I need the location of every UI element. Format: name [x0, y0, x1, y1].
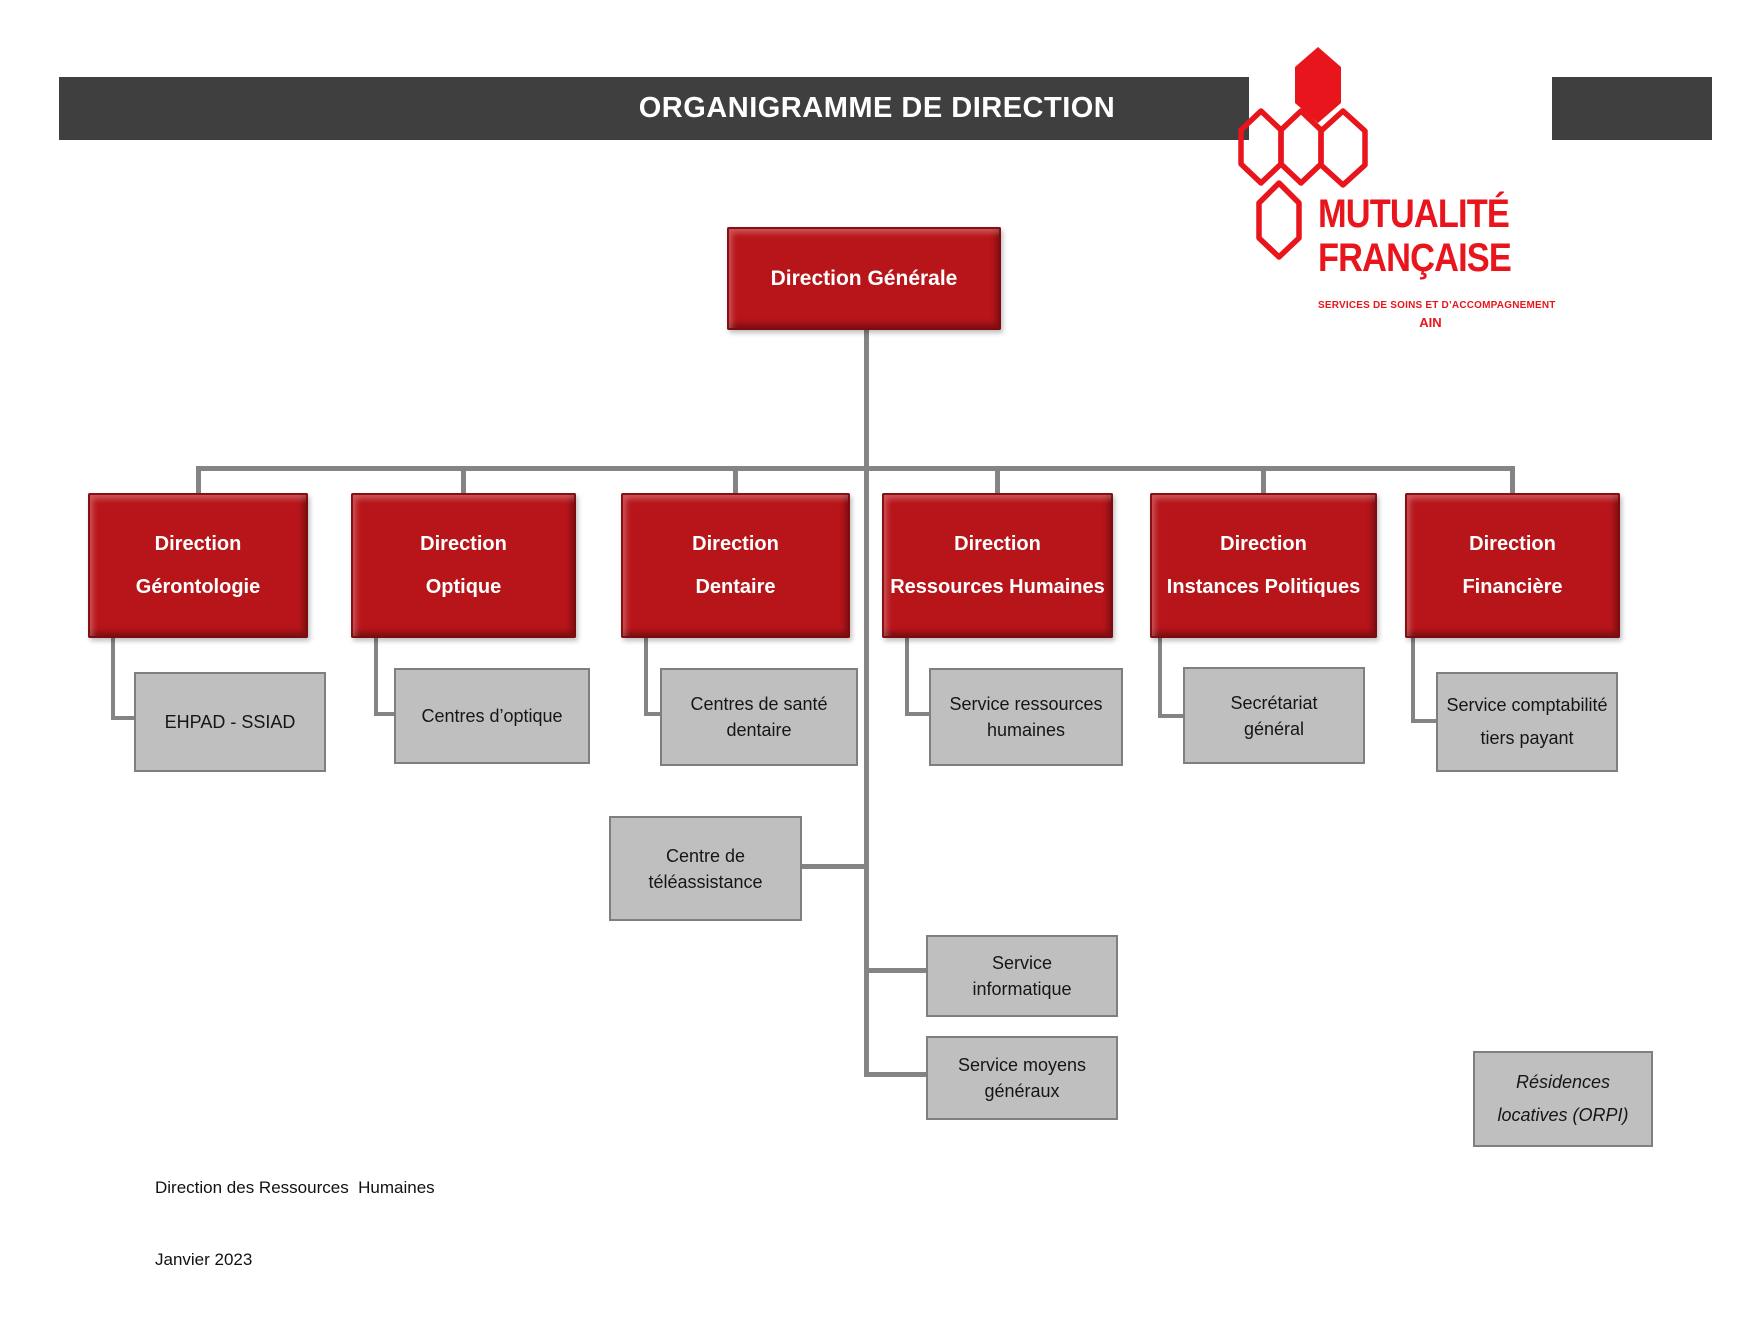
- connector-line: [802, 864, 864, 869]
- box-label-line: humaines: [986, 720, 1066, 740]
- box-label-line: Centres de santé: [690, 694, 828, 714]
- box-centres-optique: [394, 668, 590, 764]
- box-label-line: général: [1243, 718, 1305, 739]
- connector-line: [196, 466, 201, 493]
- box-label-line: Direction: [1220, 532, 1307, 555]
- box-label-line: informatique: [972, 979, 1072, 999]
- box-label-line: Direction: [420, 532, 507, 555]
- connector-line: [1158, 714, 1183, 718]
- connector-line: [864, 470, 869, 1077]
- box-label-line: Résidences: [1515, 1072, 1611, 1092]
- box-direction-optique: [351, 493, 576, 638]
- footer-note: [155, 1128, 435, 1320]
- box-direction-financiere: [1405, 493, 1620, 638]
- box-direction-gerontologie: [88, 493, 308, 638]
- connector-line: [869, 968, 926, 973]
- box-service-informatique: [926, 935, 1118, 1017]
- box-ehpad-ssiad: [134, 672, 326, 772]
- box-label-line: Gérontologie: [135, 575, 261, 598]
- connector-line: [1411, 719, 1436, 723]
- box-secretariat-general: [1183, 667, 1365, 764]
- connector-line: [111, 716, 134, 720]
- footer-line2: Janvier 2023: [155, 1250, 253, 1269]
- box-label-line: Secrétariat: [1230, 692, 1318, 713]
- box-label-line: Direction: [954, 532, 1041, 555]
- box-direction-dentaire: [621, 493, 850, 638]
- box-label-line: dentaire: [726, 720, 792, 740]
- connector-line: [1261, 466, 1266, 493]
- box-label-line: téléassistance: [648, 871, 763, 892]
- box-label: Direction Générale: [770, 267, 958, 290]
- box-label-line: Service ressources: [949, 694, 1103, 714]
- connector-line: [905, 712, 929, 716]
- box-label-line: généraux: [984, 1081, 1060, 1101]
- logo-name-line2: FRANÇAISE: [1318, 236, 1511, 280]
- box-label-line: Optique: [425, 575, 502, 598]
- box-label-line: tiers payant: [1480, 728, 1574, 748]
- connector-line: [1158, 638, 1162, 718]
- box-label-line: Ressources Humaines: [890, 575, 1105, 598]
- connector-line: [111, 638, 115, 720]
- logo-region: AIN: [1419, 315, 1442, 330]
- box-label-line: Direction: [154, 532, 242, 555]
- box-service-comptabilite: [1436, 672, 1618, 772]
- box-label-line: Dentaire: [695, 575, 776, 598]
- box-direction-generale: [727, 227, 1001, 330]
- box-direction-instances-politiques: [1150, 493, 1377, 638]
- box-label-line: Service: [991, 953, 1053, 973]
- connector-line: [733, 466, 738, 493]
- footer-line1: Direction des Ressources Humaines: [155, 1178, 435, 1197]
- box-label-line: EHPAD - SSIAD: [164, 712, 296, 732]
- box-label-line: Service moyens: [957, 1055, 1087, 1075]
- box-service-ressources-humaines: [929, 668, 1123, 766]
- connector-line: [864, 330, 869, 467]
- connector-line: [461, 466, 466, 493]
- connector-line: [1411, 638, 1415, 723]
- connector-line: [905, 638, 909, 716]
- box-label-line: Centre de: [665, 845, 746, 866]
- connector-line: [1510, 466, 1515, 493]
- connector-line: [374, 712, 394, 716]
- connector-line: [374, 638, 378, 716]
- mutualite-logo-text: [1318, 192, 1556, 330]
- connector-line: [644, 638, 648, 716]
- box-centres-sante-dentaire: [660, 668, 858, 766]
- logo-caption: SERVICES DE SOINS ET D’ACCOMPAGNEMENT: [1318, 300, 1556, 311]
- box-label-line: locatives (ORPI): [1497, 1105, 1629, 1125]
- box-direction-ressources-humaines: [882, 493, 1113, 638]
- connector-line: [196, 466, 1515, 471]
- logo-name-line1: MUTUALITÉ: [1318, 192, 1509, 236]
- box-label-line: Centres d’optique: [421, 706, 563, 726]
- box-label-line: Direction: [692, 532, 779, 555]
- box-label-line: Service comptabilité: [1446, 695, 1608, 715]
- connector-line: [995, 466, 1000, 493]
- connector-line: [869, 1072, 926, 1077]
- box-label-line: Direction: [1469, 532, 1556, 555]
- box-label-line: Instances Politiques: [1166, 575, 1361, 598]
- page-title: ORGANIGRAMME DE DIRECTION: [638, 92, 1116, 124]
- box-centre-teleassistance: [609, 816, 802, 921]
- connector-line: [644, 712, 660, 716]
- box-label-line: Financière: [1462, 575, 1563, 598]
- box-residences-locatives: [1473, 1051, 1653, 1147]
- box-service-moyens-generaux: [926, 1036, 1118, 1120]
